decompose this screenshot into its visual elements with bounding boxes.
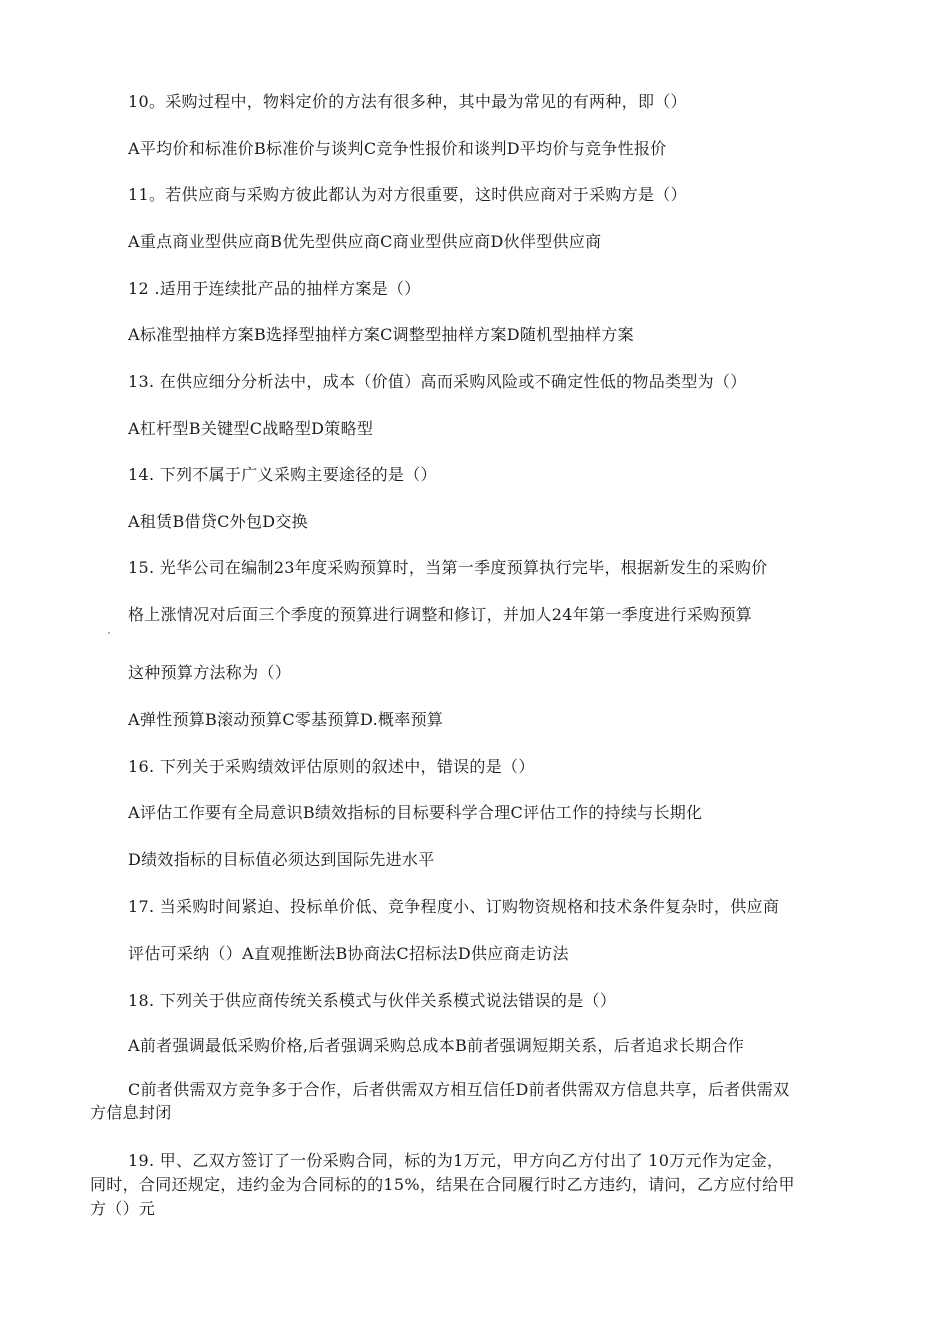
q12-options: A标准型抽样方案B选择型抽样方案C调整型抽样方案D随机型抽样方案 xyxy=(128,325,634,344)
q15-stem-line3: 这种预算方法称为（） xyxy=(128,663,292,682)
q18-options-line3: 方信息封闭 xyxy=(90,1103,172,1122)
q17-stem-line2: 评估可采纳（）A直观推断法B协商法C招标法D供应商走访法 xyxy=(128,944,569,963)
q10-stem: 10。采购过程中，物料定价的方法有很多种，其中最为常见的有两种，即（） xyxy=(128,92,687,111)
q16-options-line2: D绩效指标的目标值必须达到国际先进水平 xyxy=(128,850,435,869)
q19-stem-line2: 同时，合同还规定，违约金为合同标的的15%，结果在合同履行时乙方违约，请问，乙方应付给甲 xyxy=(90,1175,795,1194)
q13-options: A杠杆型B关键型C战略型D策略型 xyxy=(128,419,374,438)
q19-stem-line1: 19. 甲、乙双方签订了一份采购合同，标的为1万元，甲方向乙方付出了 10万元作为定金， xyxy=(128,1151,784,1170)
q18-stem: 18. 下列关于供应商传统关系模式与伙伴关系模式说法错误的是（） xyxy=(128,991,617,1010)
q10-options: A平均价和标准价B标准价与谈判C竞争性报价和谈判D平均价与竞争性报价 xyxy=(128,139,667,158)
q14-stem: 14. 下列不属于广义采购主要途径的是（） xyxy=(128,465,437,484)
q16-stem: 16. 下列关于采购绩效评估原则的叙述中，错误的是（） xyxy=(128,757,535,776)
q13-stem: 13. 在供应细分分析法中，成本（价值）高而采购风险或不确定性低的物品类型为（） xyxy=(128,372,747,391)
q12-stem: 12 .适用于连续批产品的抽样方案是（） xyxy=(128,279,421,298)
q17-stem-line1: 17. 当采购时间紧迫、投标单价低、竞争程度小、订购物资规格和技术条件复杂时，供应商 xyxy=(128,897,780,916)
q18-options-line2: C前者供需双方竞争多于合作，后者供需双方相互信任D前者供需双方信息共享，后者供需双 xyxy=(128,1080,790,1099)
q11-stem: 11。若供应商与采购方彼此都认为对方很重要，这时供应商对于采购方是（） xyxy=(128,185,687,204)
q19-stem-line3: 方（）元 xyxy=(90,1199,156,1218)
q18-options-line1: A前者强调最低采购价格,后者强调采购总成本B前者强调短期关系，后者追求长期合作 xyxy=(128,1036,745,1055)
q16-options-line1: A评估工作要有全局意识B绩效指标的目标要科学合理C评估工作的持续与长期化 xyxy=(128,803,703,822)
q15-stem-line1: 15. 光华公司在编制23年度采购预算时，当第一季度预算执行完毕，根据新发生的采购价 xyxy=(128,558,768,577)
q11-options: A重点商业型供应商B优先型供应商C商业型供应商D伙伴型供应商 xyxy=(128,232,602,251)
q15-options: A弹性预算B滚动预算C零基预算D.概率预算 xyxy=(128,710,444,729)
stray-dot xyxy=(108,632,110,634)
q15-stem-line2: 格上涨情况对后面三个季度的预算进行调整和修订，并加人24年第一季度进行采购预算 xyxy=(128,605,753,624)
q14-options: A租赁B借贷C外包D交换 xyxy=(128,512,308,531)
